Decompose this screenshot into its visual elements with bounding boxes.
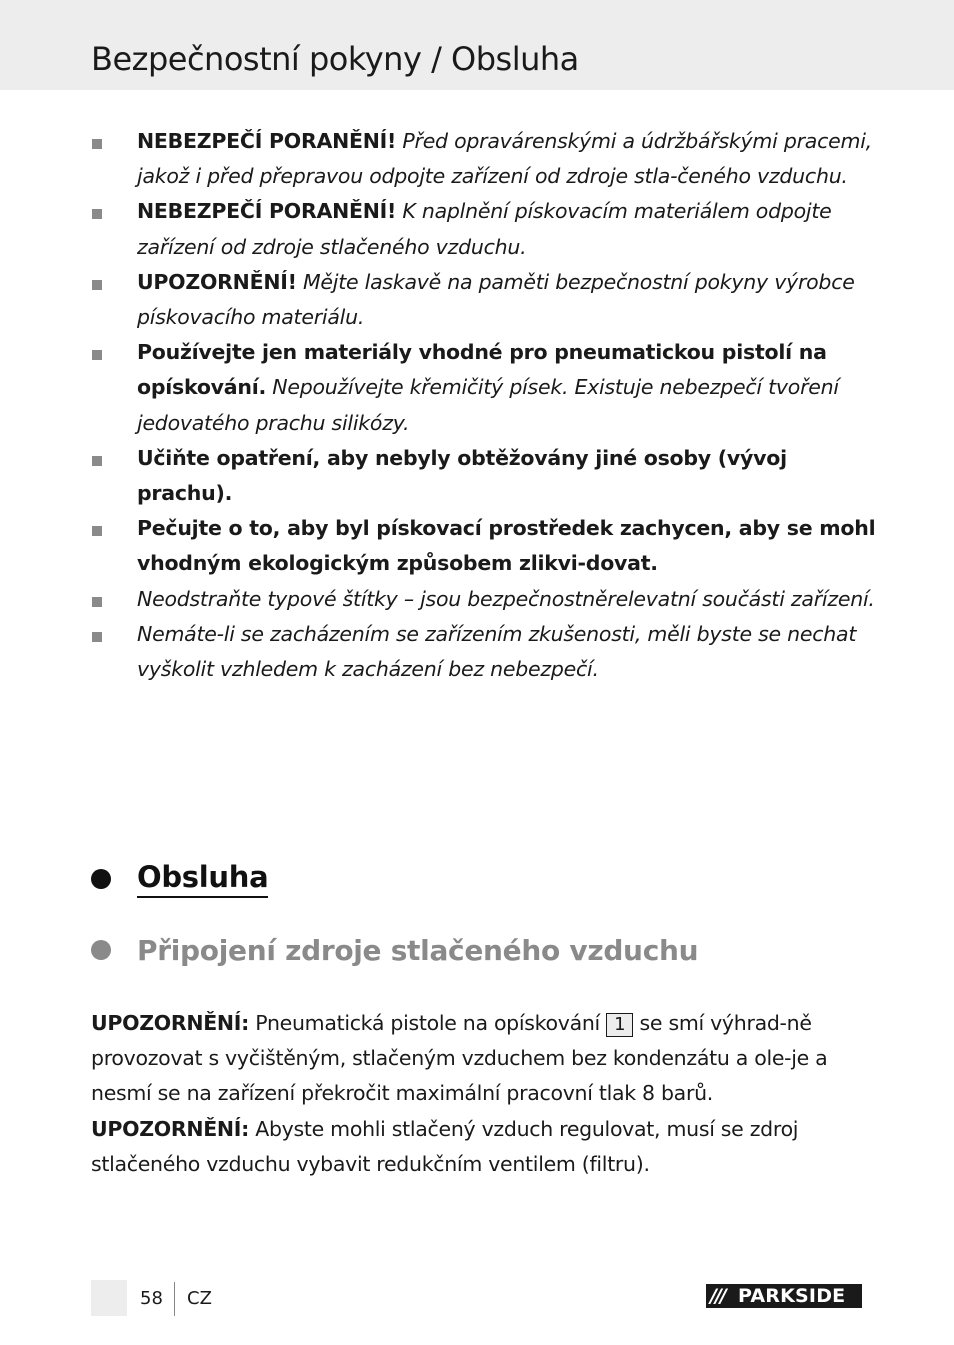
item-italic-text: Nemáte-li se zacházením se zařízením zkušenosti, měli byste se nechat vyškolit vzhledem k zacházení bez nebezpečí. <box>137 621 857 682</box>
bullet-square-icon <box>92 350 102 360</box>
item-italic-text: Před opravárenskými a údržbářskými pracemi, jakož i před přepravou odpojte zařízení od zdroje stla-čeného vzduchu. <box>137 129 872 189</box>
page-number: 58 <box>140 1288 163 1309</box>
safety-instructions-list <box>91 124 881 687</box>
parkside-logo <box>706 1284 862 1308</box>
list-item <box>91 124 881 194</box>
section-heading <box>91 856 268 902</box>
item-bold-text: Pečujte o to, aby byl pískovací prostředek zachycen, aby se mohl vhodným ekologickým způsobem zlikvi-dovat. <box>137 516 876 576</box>
notice-label: UPOZORNĚNÍ: <box>91 1116 250 1141</box>
subsection-heading <box>91 930 698 970</box>
part-reference-badge: 1 <box>606 1013 633 1037</box>
list-item <box>91 511 881 581</box>
page-title: Bezpečnostní pokyny / Obsluha <box>91 40 579 78</box>
bullet-square-icon <box>92 597 102 607</box>
item-italic-text: Nepoužívejte křemičitý písek. Existuje nebezpečí tvoření jedovatého prachu silikózy. <box>137 375 839 435</box>
notice-label: UPOZORNĚNÍ: <box>91 1011 250 1035</box>
footer-divider <box>174 1282 175 1316</box>
bullet-square-icon <box>92 209 102 219</box>
subsection-title: Připojení zdroje stlačeného vzduchu <box>137 933 699 967</box>
notice-text: Abyste mohli stlačený vzduch regulovat, musí se zdroj stlačeného vzduchu vybavit redukčním ventilem (filtru). <box>91 1116 799 1176</box>
bullet-square-icon <box>92 526 102 536</box>
language-code: CZ <box>187 1288 212 1309</box>
logo-brand-name: PARKSIDE <box>738 1285 846 1307</box>
list-item <box>91 441 881 511</box>
footer-tab-box <box>91 1280 127 1316</box>
item-bold-text: NEBEZPEČÍ PORANĚNÍ! <box>137 129 397 153</box>
item-bold-text: NEBEZPEČÍ PORANĚNÍ! <box>137 199 397 224</box>
bullet-square-icon <box>92 456 102 466</box>
list-item <box>91 194 881 264</box>
item-italic-text: Neodstraňte typové štítky – jsou bezpečnostněrelevatní součásti zařízení. <box>137 586 875 611</box>
list-item <box>91 335 881 441</box>
notice-paragraph <box>91 1006 876 1182</box>
item-italic-text: Mějte laskavě na paměti bezpečnostní pokyny výrobce pískovacího materiálu. <box>137 269 855 330</box>
list-item <box>91 617 881 687</box>
logo-slashes: /// <box>710 1285 725 1307</box>
bullet-square-icon <box>92 632 102 642</box>
page-header <box>0 0 954 90</box>
bullet-square-icon <box>92 139 102 149</box>
notice-text: se smí výhrad-ně provozovat s vyčištěným, stlačeným vzduchem bez kondenzátu a ole-je a nesmí se na zařízení překročit maximální pracovní tlak 8 barů. <box>91 1011 828 1106</box>
notice-text: Pneumatická pistole na opískování <box>249 1011 607 1035</box>
item-italic-text: K naplnění pískovacím materiálem odpojte zařízení od zdroje stlačeného vzduchu. <box>137 199 832 259</box>
section-title: Obsluha <box>137 860 268 898</box>
list-item <box>91 582 881 617</box>
item-bold-text: Používejte jen materiály vhodné pro pneumatickou pistolí na opískování. <box>137 340 827 400</box>
list-item <box>91 265 881 335</box>
subsection-bullet-icon <box>91 940 111 960</box>
bullet-square-icon <box>92 280 102 290</box>
item-bold-text: Učiňte opatření, aby nebyly obtěžovány jiné osoby (vývoj prachu). <box>137 445 787 506</box>
section-bullet-icon <box>91 869 111 889</box>
item-bold-text: UPOZORNĚNÍ! <box>137 269 297 294</box>
